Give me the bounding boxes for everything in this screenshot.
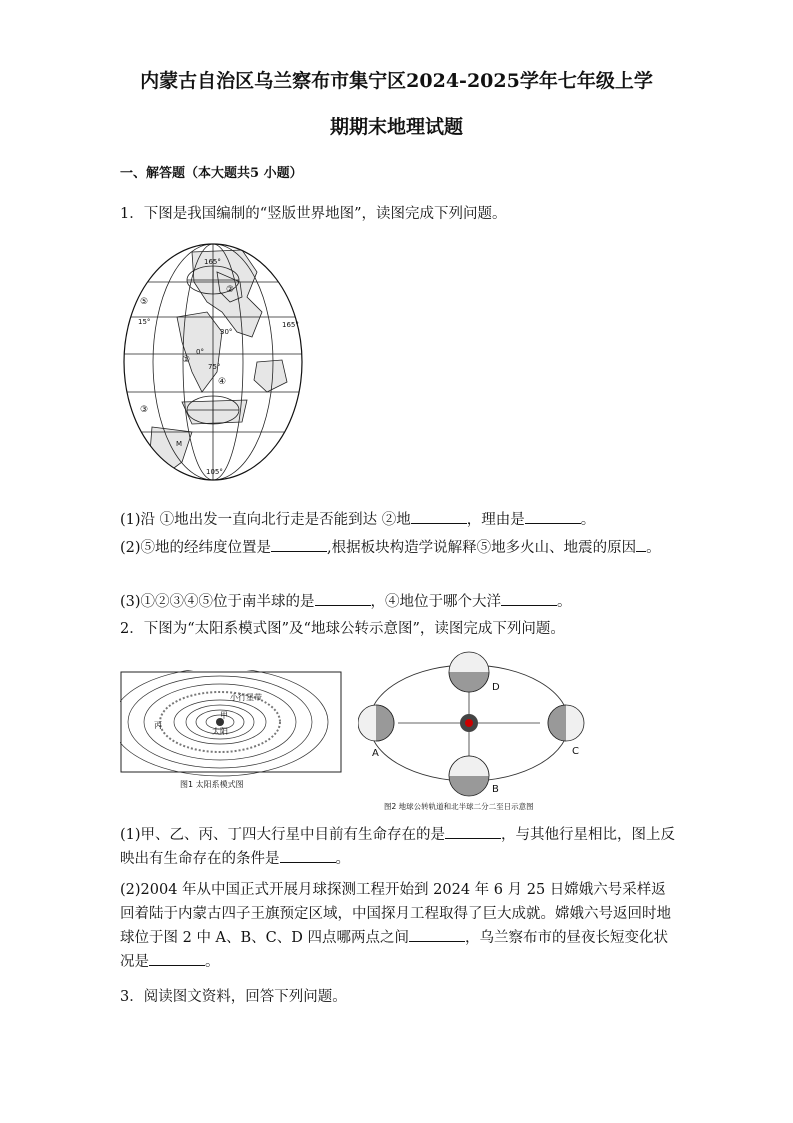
answer-blank[interactable] <box>315 591 371 606</box>
map-label-165-right: 165° <box>282 321 299 329</box>
q2-part-2-text-c: 。 <box>205 954 220 970</box>
q2-part-1 <box>120 823 680 871</box>
answer-blank[interactable] <box>411 509 467 524</box>
map-point-4: ④ <box>218 377 227 387</box>
vertical-world-map <box>122 242 304 482</box>
q2-stem: 2．下图为“太阳系模式图”及“地球公转示意图”，读图完成下列问题。 <box>120 621 565 637</box>
answer-blank[interactable] <box>271 537 327 552</box>
q2-part-2-text-b: ，乌兰察布市的昼夜长短变化状况是 <box>120 930 669 970</box>
answer-blank[interactable] <box>525 509 581 524</box>
earth-revolution-figure <box>358 646 598 814</box>
q2-part-1-text-a: (1)甲、乙、丙、丁四大行星中目前有生命存在的是 <box>120 827 446 843</box>
q1-part-1 <box>120 508 680 532</box>
map-point-m: M <box>176 440 183 448</box>
fig2-caption: 图2 地球公转轨道和北半球二分二至日示意图 <box>384 802 534 811</box>
map-label-75: 75° <box>208 363 221 371</box>
q1-part-2-text-a: (2)⑤地的经纬度位置是 <box>120 540 272 556</box>
map-label-15: 15° <box>138 318 151 326</box>
answer-blank[interactable] <box>445 824 501 839</box>
land-antarctica <box>182 400 247 424</box>
answer-blank[interactable] <box>409 927 465 942</box>
fig1-label-asteroid-belt: 小行星带 <box>230 693 262 702</box>
q2-part-1-text-b: ，与其他行星相比，图上反映出有生命存在的条件是 <box>120 827 676 867</box>
map-label-0: 0° <box>196 348 204 356</box>
q3-stem: 3．阅读图文资料，回答下列问题。 <box>120 989 347 1005</box>
map-label-165-top: 165° <box>204 258 221 266</box>
map-point-1: ① <box>182 355 191 365</box>
answer-blank[interactable] <box>501 591 557 606</box>
fig1-label-sun: 太阳 <box>212 727 228 736</box>
fig2-label-b: B <box>492 784 499 795</box>
q1-part-2-text-c: 。 <box>646 540 661 556</box>
map-label-30: 30° <box>220 328 233 336</box>
answer-blank[interactable] <box>149 951 205 966</box>
fig1-caption: 图1 太阳系模式图 <box>180 780 244 789</box>
q2-part-2-text-a: (2)2004 年从中国正式开展月球探测工程开始到 2024 年 6 月 25 日嫦娥六号采样返回着陆于内蒙古四子王旗预定区域，中国探月工程取得了巨大成就。嫦娥六号返回时地球位于图 2 中 A、B、C、D 四点哪两点之间 <box>120 882 671 946</box>
q1-part-3-text-b: ，④地位于哪个大洋 <box>370 594 502 610</box>
solar-system-figure <box>120 670 342 794</box>
map-point-3: ③ <box>140 405 149 415</box>
q2-part-1-text-c: 。 <box>335 851 350 867</box>
fig2-label-d: D <box>492 682 500 693</box>
q1-part-3 <box>120 590 680 614</box>
q1-part-2 <box>120 536 680 560</box>
paper-title-line-2: 期期末地理试题 <box>329 116 463 138</box>
q1-part-2-text-b: ,根据板块构造学说解释⑤地多火山、地震的原因 <box>327 540 637 556</box>
map-point-5: ⑤ <box>140 297 149 307</box>
q1-stem: 1．下图是我国编制的“竖版世界地图”，读图完成下列问题。 <box>120 206 507 222</box>
q2-part-2 <box>120 878 680 974</box>
fig1-label-bing: 丙 <box>154 721 162 730</box>
map-label-105-bottom: 105° <box>206 468 223 476</box>
answer-blank[interactable] <box>280 848 336 863</box>
q1-part-1-text-a: (1)沿 ①地出发一直向北行走是否能到达 ②地 <box>120 512 411 528</box>
fig1-label-jia: 甲 <box>220 711 228 720</box>
fig2-label-a: A <box>372 748 379 759</box>
answer-blank[interactable] <box>636 537 646 552</box>
q1-part-1-text-b: ，理由是 <box>466 512 525 528</box>
fig2-label-c: C <box>572 746 579 757</box>
map-point-2: ② <box>226 285 235 295</box>
paper-title-line-1: 内蒙古自治区乌兰察布市集宁区2024-2025学年七年级上学 <box>140 70 653 92</box>
q1-part-3-text-a: (3)①②③④⑤位于南半球的是 <box>120 594 315 610</box>
q1-part-1-text-c: 。 <box>580 512 596 528</box>
q1-part-3-text-c: 。 <box>557 594 572 610</box>
section-heading: 一、解答题（本大题共5 小题） <box>120 166 303 181</box>
